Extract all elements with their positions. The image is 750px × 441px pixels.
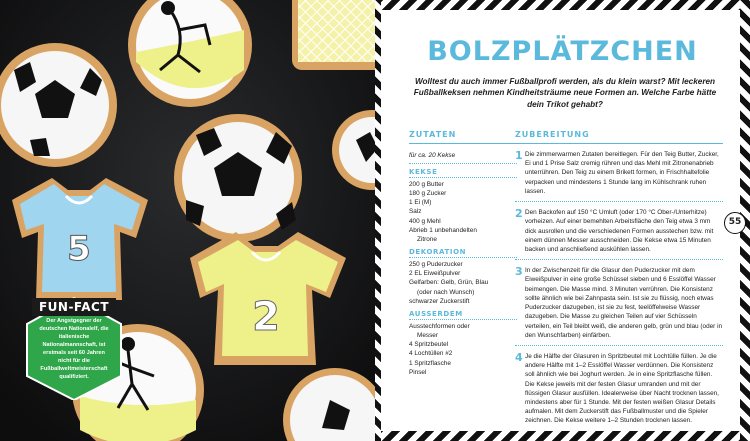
jersey-number: 5: [67, 229, 91, 269]
ingredient-list-ausserdem: [409, 322, 517, 377]
step-text: In der Zwischenzeit für die Glasur den Puderzucker mit dem Eiweißpulver in eine große Schüssel sieben und 6 Esslöffel Wasser beimengen. Die Masse mind. 3 Minuten verrühren. Die Konsistenz sollte ähnlich wie bei Zahnpasta sein. Ist sie zu flüssig, noch etwas Puderzucker dazugeben, ist sie zu fest, teelöffelweise Wasser dazugeben. Die Masse zu gleichen Teilen auf vier Schüsseln verteilen, ein Teil bleibt weiß, die anderen gelb, grün und blau (oder in den Wunschfarben) einfärben.: [525, 267, 723, 339]
step-item: [515, 208, 723, 260]
serves-text: für ca. 20 Kekse: [409, 152, 517, 164]
ingredient-item: (oder nach Wunsch): [417, 288, 475, 296]
ingredient-item: 400 g Mehl: [409, 217, 441, 225]
ingredient-item: Pinsel: [409, 368, 427, 376]
preparation-heading: ZUBEREITUNG: [515, 130, 723, 144]
group-heading-kekse: KEKSE: [409, 168, 517, 178]
ingredient-item: 1 Ei (M): [409, 199, 432, 207]
fun-fact-title: FUN-FACT: [38, 300, 110, 314]
ingredient-item: Abrieb 1 unbehandelten: [409, 226, 477, 234]
fun-fact-badge: [22, 296, 126, 400]
step-number: 4: [515, 350, 523, 364]
step-number: 2: [515, 207, 523, 221]
step-number: 1: [515, 149, 523, 162]
recipe-page: [375, 0, 750, 441]
recipe-intro: Wolltest du auch immer Fußballprofi werden, als du klein warst? Mit leckeren Fußballkeksen nehmen Kindheitsträume neue Formen an. Welche Farbe hätte dein Trikot gehabt?: [413, 77, 717, 109]
soccer-ball-cookie: [174, 114, 302, 242]
ingredient-item: schwarzer Zuckerstift: [409, 297, 470, 305]
step-text: Den Backofen auf 150 °C Umluft (oder 170 °C Ober-/Unterhitze) vorheizen. Auf einer bemehlten Arbeitsfläche den Teig etwa 3 mm dick ausrollen und die verschiedenen Formen ausstechen bzw. mit einem dünnen Messer ausschneiden. Die Kekse etwa 15 Minuten backen und anschließend auskühlen lassen.: [525, 209, 714, 253]
striped-border-top: [375, 0, 750, 10]
ingredient-item: 180 g Zucker: [409, 190, 447, 198]
ingredient-item: 250 g Puderzucker: [409, 261, 463, 269]
ingredient-list-kekse: [409, 180, 517, 244]
fun-fact-text: Der Angstgegner der deutschen Nationalelf, die italienische Nationalmannschaft, ist erstmals seit 60 Jahren nicht für die Fußballweltmeisterschaft qualifiziert.: [39, 318, 109, 380]
step-item: [515, 266, 723, 346]
ingredient-item: 200 g Butter: [409, 181, 444, 188]
striped-border-left: [375, 0, 381, 441]
ingredient-item: Salz: [409, 208, 422, 216]
group-heading-ausserdem: AUSSERDEM: [409, 310, 517, 320]
ingredient-item: 4 Spritzbeutel: [409, 341, 449, 349]
ingredients-column: [409, 130, 517, 377]
step-item: [515, 352, 723, 431]
group-heading-dekoration: DEKORATION: [409, 248, 517, 258]
step-text: Die zimmerwarmen Zutaten bereitlegen. Für den Teig Butter, Zucker, Ei und 1 Prise Salz cremig rühren und das Mehl mit Zitronenabrieb unterrühren. Den Teig zu einem Brikett formen, in Frischhaltefolie verpacken und mindestens 1 Stunde lang im Kühlschrank ruhen lassen.: [525, 151, 719, 195]
step-item: [515, 150, 723, 202]
ingredients-heading: ZUTATEN: [409, 130, 517, 144]
step-text: Je die Hälfte der Glasuren in Spritzbeutel mit Lochtülle füllen. Je die andere Hälfte mit 1–2 Esslöffel Wasser verdünnen. Die Konsistenz soll ähnlich wie bei Joghurt werden. Je in eine Spritzflasche füllen. Die Kekse jeweils mit der festen Glasur umranden und mit der flüssigen Glasur ausfüllen. Idealerweise über Nacht trocknen lassen, mindestens aber für 1 Stunde. Mit der festen weißen Glasur Details aufmalen. Mit dem Zuckerstift das Fußballmuster und die Spieler zeichnen. Die Kekse weitere 1–2 Stunden trocknen lassen.: [525, 352, 719, 425]
striped-border-bottom: [375, 431, 750, 441]
step-number: 3: [515, 265, 523, 279]
goal-net-cookie: [292, 0, 375, 70]
ingredient-item: Zitrone: [417, 235, 437, 243]
recipe-title: BOLZPLÄTZCHEN: [427, 36, 698, 67]
ingredient-item: Ausstechformen oder: [409, 322, 470, 330]
ingredient-item: 1 Spritzflasche: [409, 359, 451, 367]
ingredient-list-dekoration: [409, 260, 517, 306]
ingredient-item: Messer: [417, 332, 438, 340]
jersey-number: 2: [252, 294, 280, 340]
preparation-column: [515, 130, 723, 431]
page-number: 55: [724, 212, 746, 234]
ingredient-item: Gelfarben: Gelb, Grün, Blau: [409, 279, 489, 287]
ingredient-item: 2 EL Eiweißpulver: [409, 270, 461, 278]
ingredient-item: 4 Lochtüllen #2: [409, 350, 453, 358]
